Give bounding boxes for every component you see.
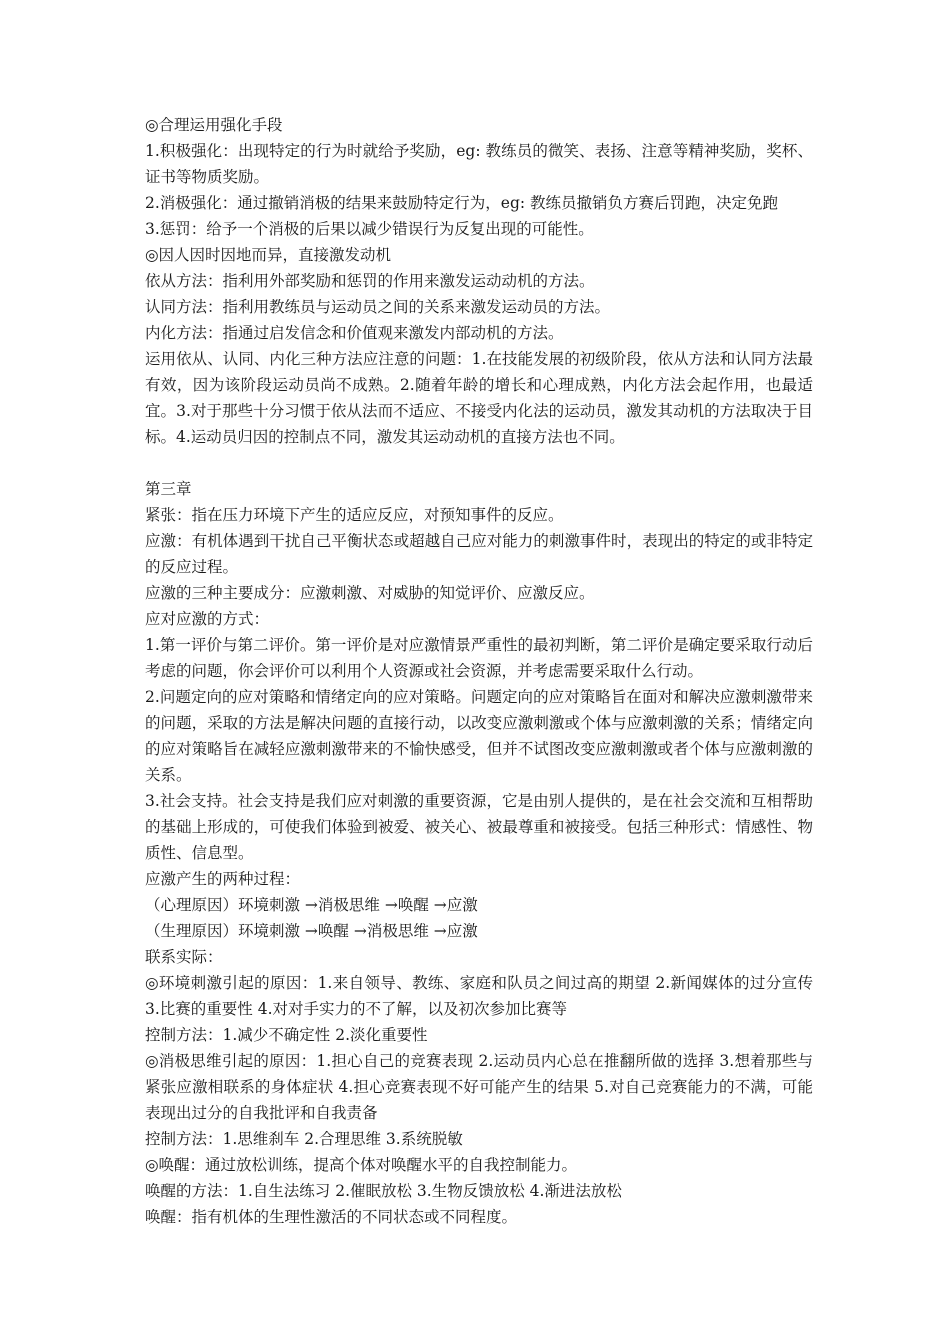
paragraph-coping-strategies: 2.问题定向的应对策略和情绪定向的应对策略。问题定向的应对策略旨在面对和解决应激刺激带来的问题，采取的方法是解决问题的直接行动，以改变应激刺激或个体与应激刺激的关系；情绪定向的应对策略旨在减轻应激刺激带来的不愉快感受，但并不试图改变应激刺激或者个体与应激刺激的关系。 xyxy=(145,688,813,784)
paragraph-social-support: 3.社会支持。社会支持是我们应对刺激的重要资源，它是由别人提供的，是在社会交流和互相帮助的基础上形成的，可使我们体验到被爱、被关心、被最尊重和被接受。包括三种形式：情感性、物质性、信息型。 xyxy=(145,792,813,862)
paragraph-punishment: 3.惩罚：给予一个消极的后果以减少错误行为反复出现的可能性。 xyxy=(145,220,594,238)
paragraph-identification-method: 认同方法：指利用教练员与运动员之间的关系来激发运动员的方法。 xyxy=(145,298,611,316)
paragraph-arousal-methods: 唤醒的方法：1.自生法练习 2.催眠放松 3.生物反馈放松 4.渐进法放松 xyxy=(145,1182,622,1200)
paragraph-internalization-method: 内化方法：指通过启发信念和价值观来激发内部动机的方法。 xyxy=(145,324,564,342)
paragraph-psychological-process: （心理原因）环境刺激 →消极思维 →唤醒 →应激 xyxy=(145,896,478,914)
heading-reinforcement: ◎合理运用强化手段 xyxy=(145,116,283,134)
paragraph-arousal-definition: 唤醒：指有机体的生理性激活的不同状态或不同程度。 xyxy=(145,1208,518,1226)
paragraph-physiological-process: （生理原因）环境刺激 →唤醒 →消极思维 →应激 xyxy=(145,922,478,940)
paragraph-tension: 紧张：指在压力环境下产生的适应反应，对预知事件的反应。 xyxy=(145,506,564,524)
section-spacer xyxy=(145,450,813,476)
paragraph-practice-heading: 联系实际： xyxy=(145,948,223,966)
chapter-heading: 第三章 xyxy=(145,480,192,498)
paragraph-compliance-method: 依从方法：指利用外部奖励和惩罚的作用来激发运动动机的方法。 xyxy=(145,272,595,290)
paragraph-thinking-control: 控制方法：1.思维刹车 2.合理思维 3.系统脱敏 xyxy=(145,1130,463,1148)
document-body xyxy=(145,112,813,1230)
paragraph-environment-control: 控制方法：1.减少不确定性 2.淡化重要性 xyxy=(145,1026,428,1044)
paragraph-arousal: ◎唤醒：通过放松训练，提高个体对唤醒水平的自我控制能力。 xyxy=(145,1156,578,1174)
paragraph-positive-reinforcement: 1.积极强化：出现特定的行为时就给予奖励，eg: 教练员的微笑、表扬、注意等精神奖励，奖杯、证书等物质奖励。 xyxy=(145,142,813,186)
paragraph-environment-causes: ◎环境刺激引起的原因：1.来自领导、教练、家庭和队员之间过高的期望 2.新闻媒体的过分宣传 3.比赛的重要性 4.对对手实力的不了解，以及初次参加比赛等 xyxy=(145,974,813,1018)
paragraph-stress-definition: 应激：有机体遇到干扰自己平衡状态或超越自己应对能力的刺激事件时，表现出的特定的或非特定的反应过程。 xyxy=(145,532,813,576)
paragraph-negative-reinforcement: 2.消极强化：通过撤销消极的结果来鼓励特定行为，eg: 教练员撤销负方赛后罚跑，决定免跑 xyxy=(145,194,779,212)
heading-motivation: ◎因人因时因地而异，直接激发动机 xyxy=(145,246,392,264)
paragraph-stress-components: 应激的三种主要成分：应激刺激、对威胁的知觉评价、应激反应。 xyxy=(145,584,595,602)
paragraph-coping-heading: 应对应激的方式： xyxy=(145,610,270,628)
paragraph-stress-processes: 应激产生的两种过程： xyxy=(145,870,301,888)
paragraph-negative-thinking-causes: ◎消极思维引起的原因：1.担心自己的竞赛表现 2.运动员内心总在推翻所做的选择 3.想着那些与紧张应激相联系的身体症状 4.担心竞赛表现不好可能产生的结果 5.对自己竞赛能力的不满，可能表现出过分的自我批评和自我责备 xyxy=(145,1052,813,1122)
paragraph-method-notes: 运用依从、认同、内化三种方法应注意的问题：1.在技能发展的初级阶段，依从方法和认同方法最有效，因为该阶段运动员尚不成熟。2.随着年龄的增长和心理成熟，内化方法会起作用，也最适宜。3.对于那些十分习惯于依从法而不适应、不接受内化法的运动员，激发其动机的方法取决于目标。4.运动员归因的控制点不同，激发其运动动机的直接方法也不同。 xyxy=(145,350,813,446)
paragraph-appraisal: 1.第一评价与第二评价。第一评价是对应激情景严重性的最初判断，第二评价是确定要采取行动后考虑的问题，你会评价可以利用个人资源或社会资源，并考虑需要采取什么行动。 xyxy=(145,636,813,680)
